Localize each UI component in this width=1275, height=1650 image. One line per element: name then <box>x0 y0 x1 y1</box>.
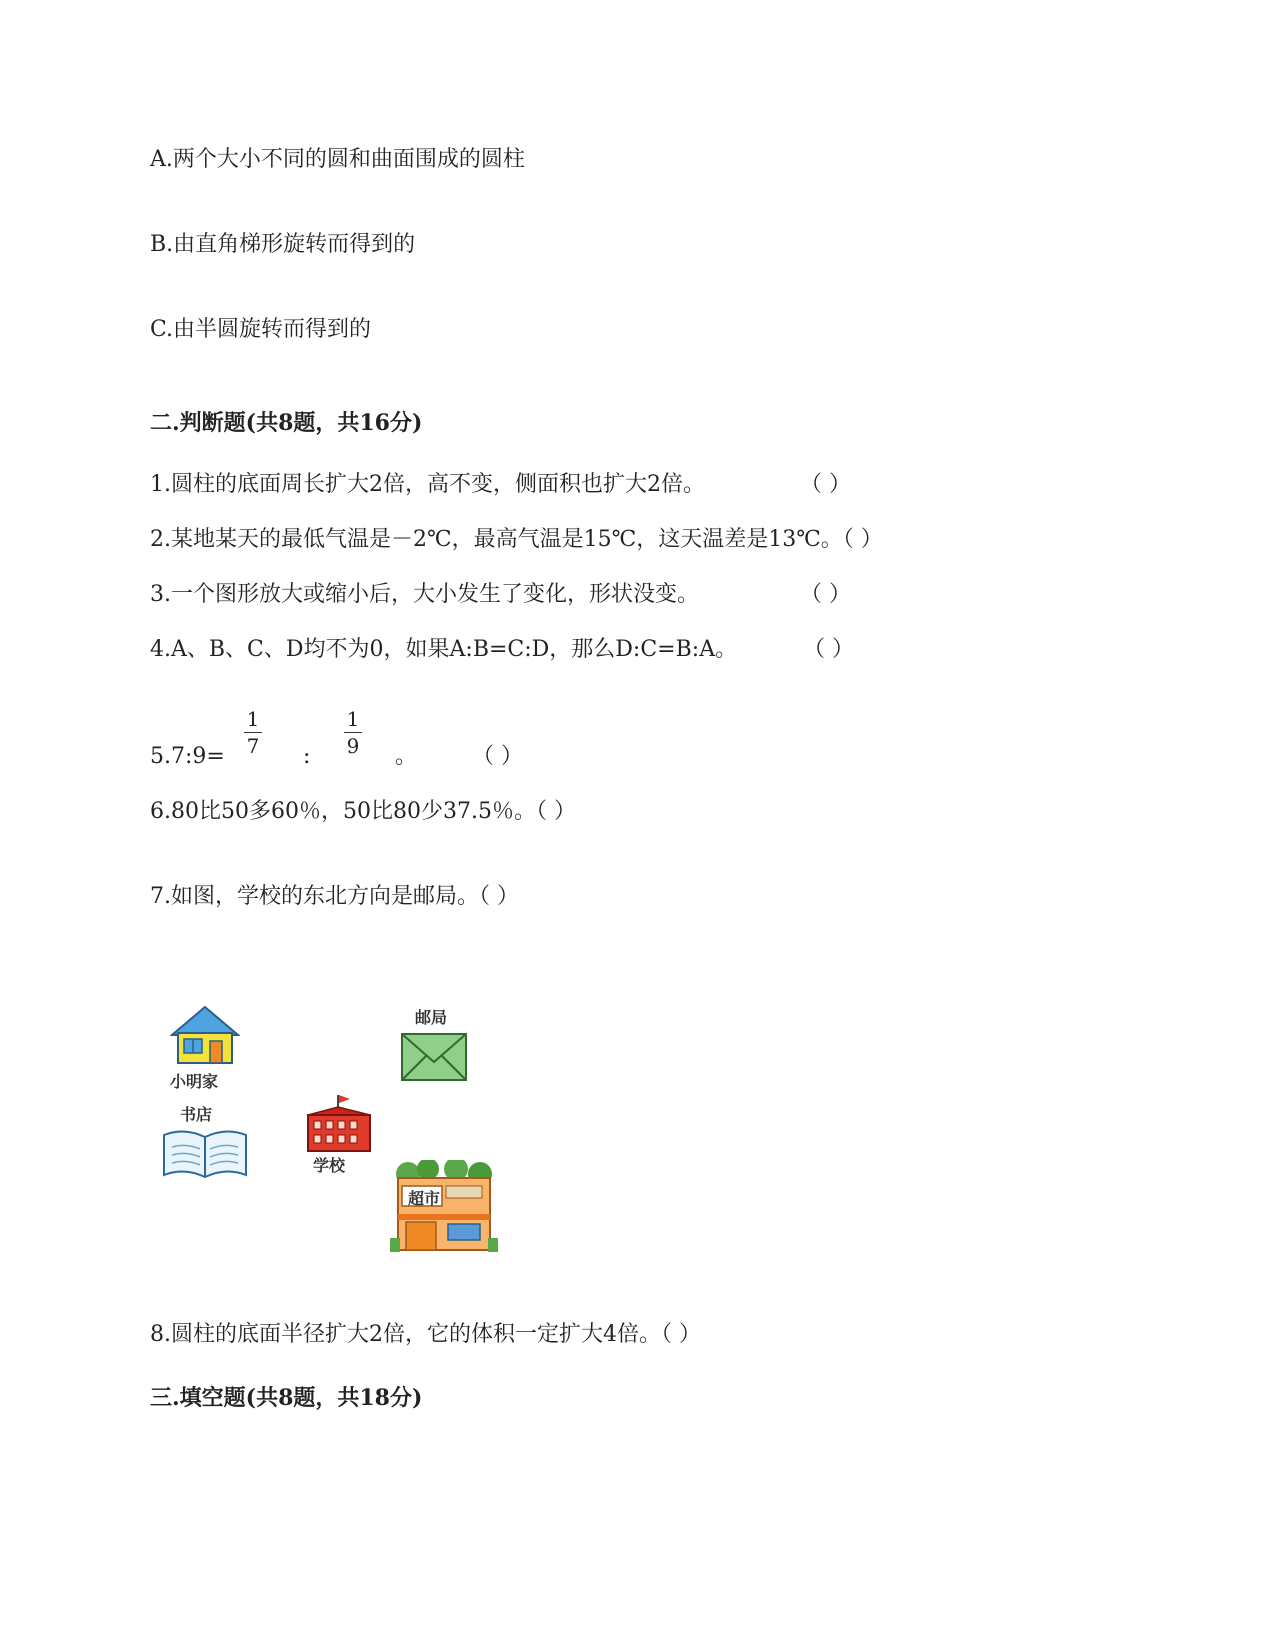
answer-paren-4: （ ） <box>803 637 854 662</box>
fraction-denominator: 7 <box>246 734 260 758</box>
fraction-numerator: 1 <box>346 707 360 731</box>
option-a: A.两个大小不同的圆和曲面围成的圆柱 <box>150 147 525 172</box>
answer-paren-1: （ ） <box>800 472 851 497</box>
ratio-colon: : <box>303 744 311 769</box>
supermarket-icon <box>388 1160 500 1255</box>
house-icon <box>170 1005 240 1067</box>
fraction-denominator: 9 <box>346 734 360 758</box>
question-8: 8.圆柱的底面半径扩大2倍，它的体积一定扩大4倍。（ ） <box>150 1322 701 1347</box>
fraction-one-seventh <box>243 708 263 757</box>
question-7: 7.如图，学校的东北方向是邮局。（ ） <box>150 884 519 909</box>
question-1: 1.圆柱的底面周长扩大2倍，高不变，侧面积也扩大2倍。 <box>150 472 705 497</box>
label-supermarket: 超市 <box>408 1189 441 1208</box>
label-home: 小明家 <box>170 1072 219 1091</box>
label-bookstore: 书店 <box>180 1105 213 1124</box>
book-icon <box>160 1125 250 1183</box>
question-3: 3.一个图形放大或缩小后，大小发生了变化，形状没变。 <box>150 582 699 607</box>
question-2: 2.某地某天的最低气温是－2℃，最高气温是15℃，这天温差是13℃。（ ） <box>150 527 883 552</box>
fraction-bar <box>244 732 262 733</box>
fraction-one-ninth <box>343 708 363 757</box>
answer-paren-3: （ ） <box>800 582 851 607</box>
fraction-bar <box>344 732 362 733</box>
label-post-office: 邮局 <box>415 1008 448 1027</box>
answer-paren-5: （ ） <box>472 744 523 769</box>
question-5-prefix: 5.7:9= <box>150 744 225 769</box>
fraction-numerator: 1 <box>246 707 260 731</box>
option-c: C.由半圆旋转而得到的 <box>150 317 372 342</box>
question-4: 4.A、B、C、D均不为0，如果A:B=C:D，那么D:C=B:A。 <box>150 637 738 662</box>
question-6: 6.80比50多60％，50比80少37.5％。（ ） <box>150 799 576 824</box>
school-icon <box>302 1093 376 1155</box>
envelope-icon <box>400 1032 468 1082</box>
direction-map-figure <box>150 995 530 1315</box>
question-5-end: 。 <box>395 744 418 769</box>
section-title-fill-blank: 三.填空题(共8题，共18分) <box>150 1385 423 1411</box>
label-school: 学校 <box>313 1156 346 1175</box>
option-b: B.由直角梯形旋转而得到的 <box>150 232 416 257</box>
section-title-judgement: 二.判断题(共8题，共16分) <box>150 410 423 436</box>
